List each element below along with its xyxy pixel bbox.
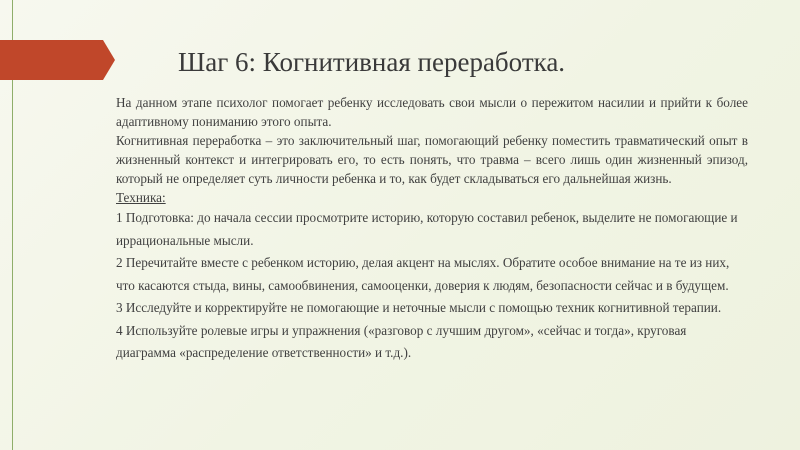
definition-paragraph: Когнитивная переработка – это заключительный шаг, помогающий ребенку поместить травматический опыт в жизненный контекст и интегрировать его, то есть понять, что травма – всего лишь один жизненный эпизод, который не определяет суть личности ребенка и то, как будет складываться его дальнейшая жизнь.	[116, 133, 748, 186]
step-item-4: 4 Используйте ролевые игры и упражнения («разговор с лучшим другом», «сейчас и тогда», круговая диаграмма «распределение ответственности» и т.д.).	[116, 322, 687, 360]
step-item-2: 2 Перечитайте вместе с ребенком историю, делая акцент на мыслях. Обратите особое внимание на те из них, что касаются стыда, вины, самообвинения, самооценки, доверия к людям, безопасности сейчас и в будущем.	[116, 255, 730, 293]
step-item-3: 3 Исследуйте и корректируйте не помогающие и неточные мысли с помощью техник когнитивной терапии.	[116, 300, 722, 315]
technique-label: Техника:	[116, 190, 166, 205]
intro-paragraph: На данном этапе психолог помогает ребенку исследовать свои мысли о пережитом насилии и прийти к более адаптивному пониманию этого опыта.	[116, 95, 748, 129]
technique-steps	[116, 207, 748, 365]
slide-body	[116, 93, 748, 365]
title-accent-arrow	[0, 40, 103, 80]
step-item-1: 1 Подготовка: до начала сессии просмотрите историю, которую составил ребенок, выделите не помогающие и иррациональные мысли.	[116, 210, 738, 248]
slide-title: Шаг 6: Когнитивная переработка.	[178, 47, 566, 77]
